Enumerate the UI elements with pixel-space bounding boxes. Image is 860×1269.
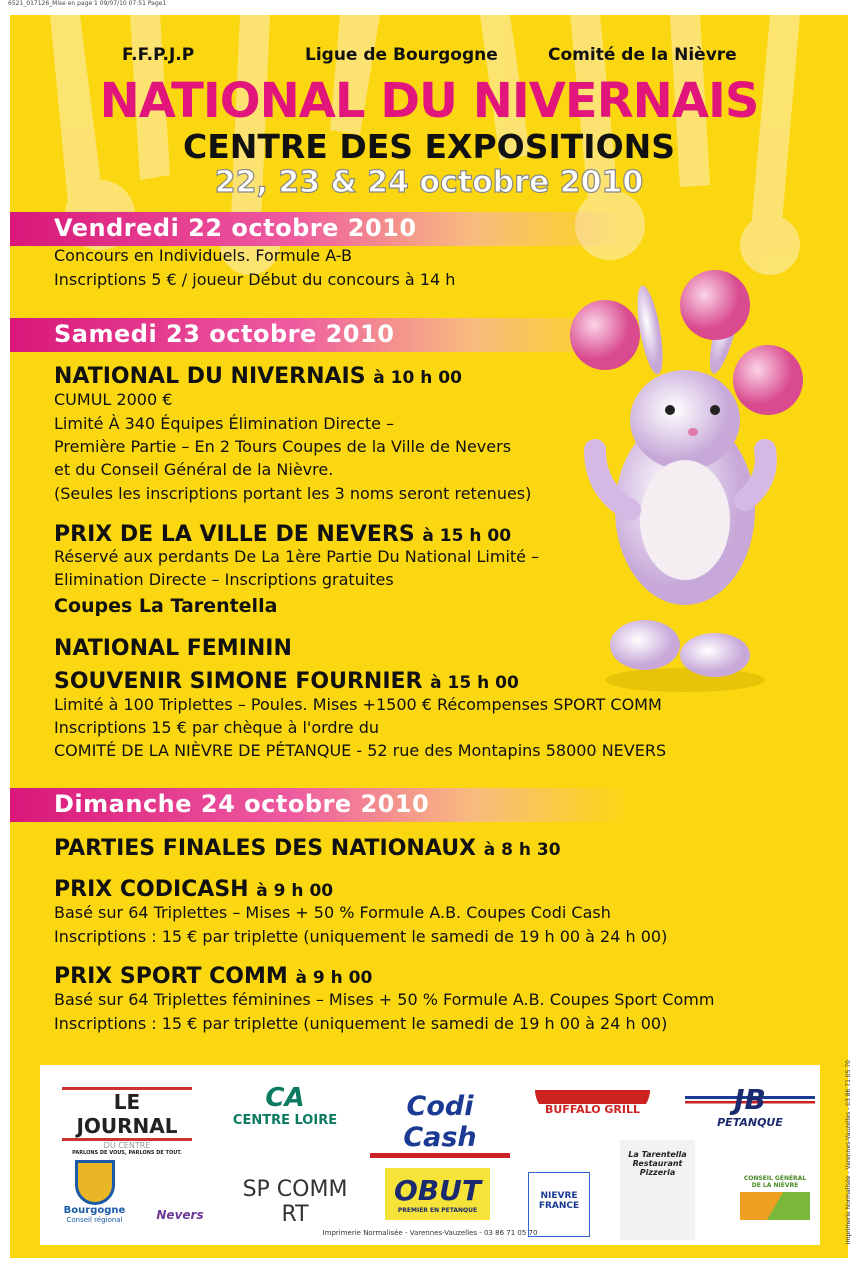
petanque-ball [570, 300, 640, 370]
text-line: CUMUL 2000 € [54, 390, 173, 409]
org-ligue: Ligue de Bourgogne [305, 45, 498, 65]
text-line: Elimination Directe – Inscriptions gratuites [54, 570, 394, 589]
text-line: Limité à 100 Triplettes – Poules. Mises +1500 € Récompenses SPORT COMM [54, 695, 662, 714]
text-line: Inscriptions 5 € / joueur Début du concours à 14 h [54, 270, 456, 289]
day-label: Dimanche 24 octobre 2010 [54, 790, 430, 818]
logo-nevers: Nevers [150, 1160, 210, 1222]
logo-codi-cash: Codi Cash [370, 1091, 510, 1158]
printer-credit-vertical: Imprimerie Normalisée - Varennes-Vauzelles - 03 86 71 05 70 [845, 1060, 852, 1245]
logo-sport-comm: SP COMM RT [242, 1177, 348, 1227]
org-ffpjp: F.F.P.J.P [122, 45, 195, 65]
event-heading: PRIX CODICASH à 9 h 00 [54, 877, 334, 902]
text-line: Basé sur 64 Triplettes – Mises + 50 % Formule A.B. Coupes Codi Cash [54, 903, 611, 922]
text-line: Basé sur 64 Triplettes féminines – Mises + 50 % Formule A.B. Coupes Sport Comm [54, 990, 715, 1009]
cups-label: Coupes La Tarentella [54, 595, 278, 617]
day-label: Vendredi 22 octobre 2010 [54, 214, 417, 242]
day-band-friday [10, 212, 630, 246]
text-line: Concours en Individuels. Formule A-B [54, 246, 352, 265]
logo-buffalo-grill: BUFFALO GRILL [535, 1090, 650, 1116]
sponsor-logos-panel [40, 1065, 820, 1245]
page-title: NATIONAL DU NIVERNAIS [99, 73, 759, 129]
event-dates: 22, 23 & 24 octobre 2010 [214, 165, 644, 200]
text-line: Inscriptions : 15 € par triplette (uniquement le samedi de 19 h 00 à 24 h 00) [54, 1014, 668, 1033]
venue: CENTRE DES EXPOSITIONS [182, 127, 676, 166]
logo-cdos-nievre: NIEVRE FRANCE [528, 1172, 590, 1237]
text-line: et du Conseil Général de la Nièvre. [54, 460, 334, 479]
logo-conseil-general-nievre: CONSEIL GÉNÉRAL DE LA NIÈVRE [740, 1175, 810, 1220]
event-heading: NATIONAL FEMININ [54, 636, 292, 661]
event-heading: PARTIES FINALES DES NATIONAUX à 8 h 30 [54, 836, 561, 861]
logo-journal-du-centre: LE JOURNAL DU CENTRE PARLONS DE VOUS, PARLONS DE TOUT. [62, 1087, 192, 1156]
logo-credit-agricole: CA CENTRE LOIRE [232, 1083, 338, 1128]
rabbit-juggling-illustration [555, 260, 815, 700]
petanque-ball [680, 270, 750, 340]
logo-bourgogne: Bourgogne Conseil régional [62, 1160, 127, 1224]
day-band-saturday [10, 318, 630, 352]
event-heading: NATIONAL DU NIVERNAIS à 10 h 00 [54, 364, 462, 389]
poster [10, 15, 848, 1258]
day-band-sunday [10, 788, 630, 822]
text-line: Réservé aux perdants De La 1ère Partie Du National Limité – [54, 547, 540, 566]
event-heading: SOUVENIR SIMONE FOURNIER à 15 h 00 [54, 669, 519, 694]
logo-obut: OBUT PREMIER EN PETANQUE [385, 1168, 490, 1220]
text-line: Limité À 340 Équipes Élimination Directe – [54, 414, 395, 433]
event-heading: PRIX DE LA VILLE DE NEVERS à 15 h 00 [54, 522, 512, 547]
org-comite: Comité de la Nièvre [548, 45, 737, 65]
petanque-ball [733, 345, 803, 415]
day-label: Samedi 23 octobre 2010 [54, 320, 395, 348]
logo-jb-petanque: JB PETANQUE [685, 1083, 815, 1129]
print-slug: 6521_017126_Mise en page 1 09/07/10 07:51 Page1 [8, 0, 167, 7]
printer-credit: Imprimerie Normalisée - Varennes-Vauzelles - 03 86 71 05 70 [322, 1229, 538, 1237]
text-line: Inscriptions : 15 € par triplette (uniquement le samedi de 19 h 00 à 24 h 00) [54, 927, 668, 946]
text-line: Première Partie – En 2 Tours Coupes de la Ville de Nevers [54, 437, 512, 456]
event-heading: PRIX SPORT COMM à 9 h 00 [54, 964, 373, 989]
text-line: Inscriptions 15 € par chèque à l'ordre du [54, 718, 380, 737]
text-line: (Seules les inscriptions portant les 3 noms seront retenues) [54, 484, 532, 503]
text-line: COMITÉ DE LA NIÈVRE DE PÉTANQUE - 52 rue des Montapins 58000 NEVERS [54, 741, 667, 760]
logo-la-tarentella: La Tarentella Restaurant Pizzeria [620, 1140, 695, 1240]
